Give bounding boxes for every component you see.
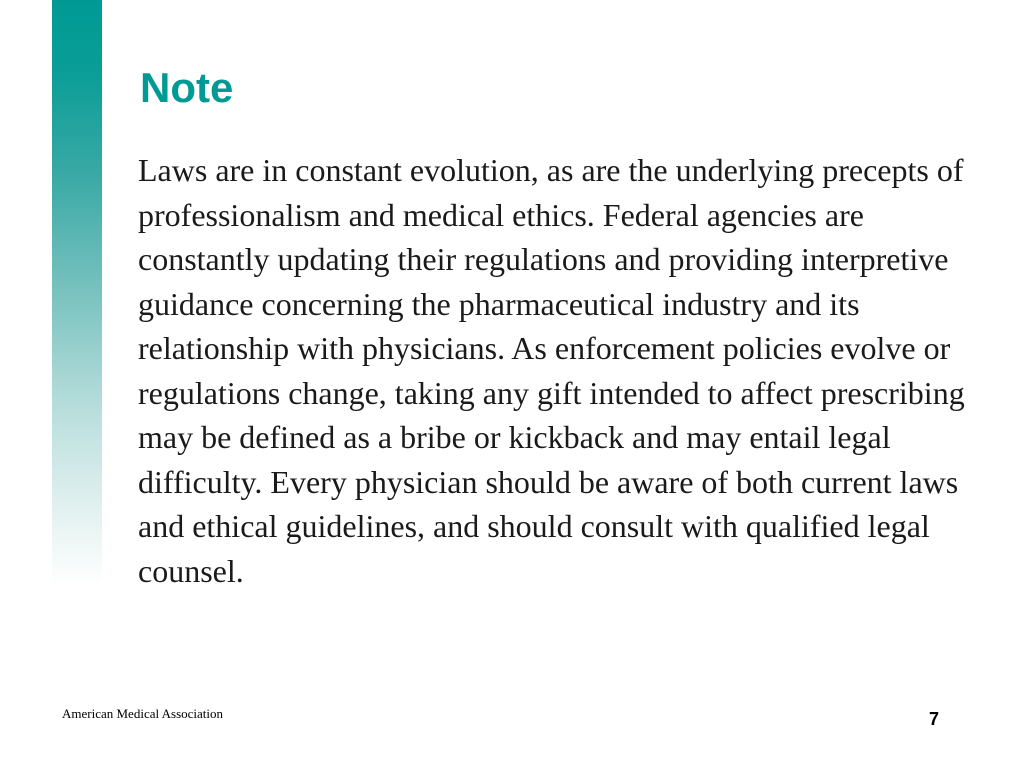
footer-organization: American Medical Association (62, 706, 224, 721)
decorative-side-band (52, 0, 102, 585)
slide-body-text: Laws are in constant evolution, as are the underlying precepts of professionalism and medical ethics. Federal agencies are constantly updating their regulations and providing interpretive guidance concerning the pharmaceutical industry and its relationship with physicians. As enforcement policies evolve or regulations change, taking any gift intended to affect prescribing may be defined as a bribe or kickback and may entail legal difficulty. Every physician should be aware of both current laws and ethical guidelines, and should consult with qualified legal counsel. (138, 152, 965, 589)
page-number: 7 (928, 709, 939, 729)
slide-title: Note (140, 64, 234, 111)
